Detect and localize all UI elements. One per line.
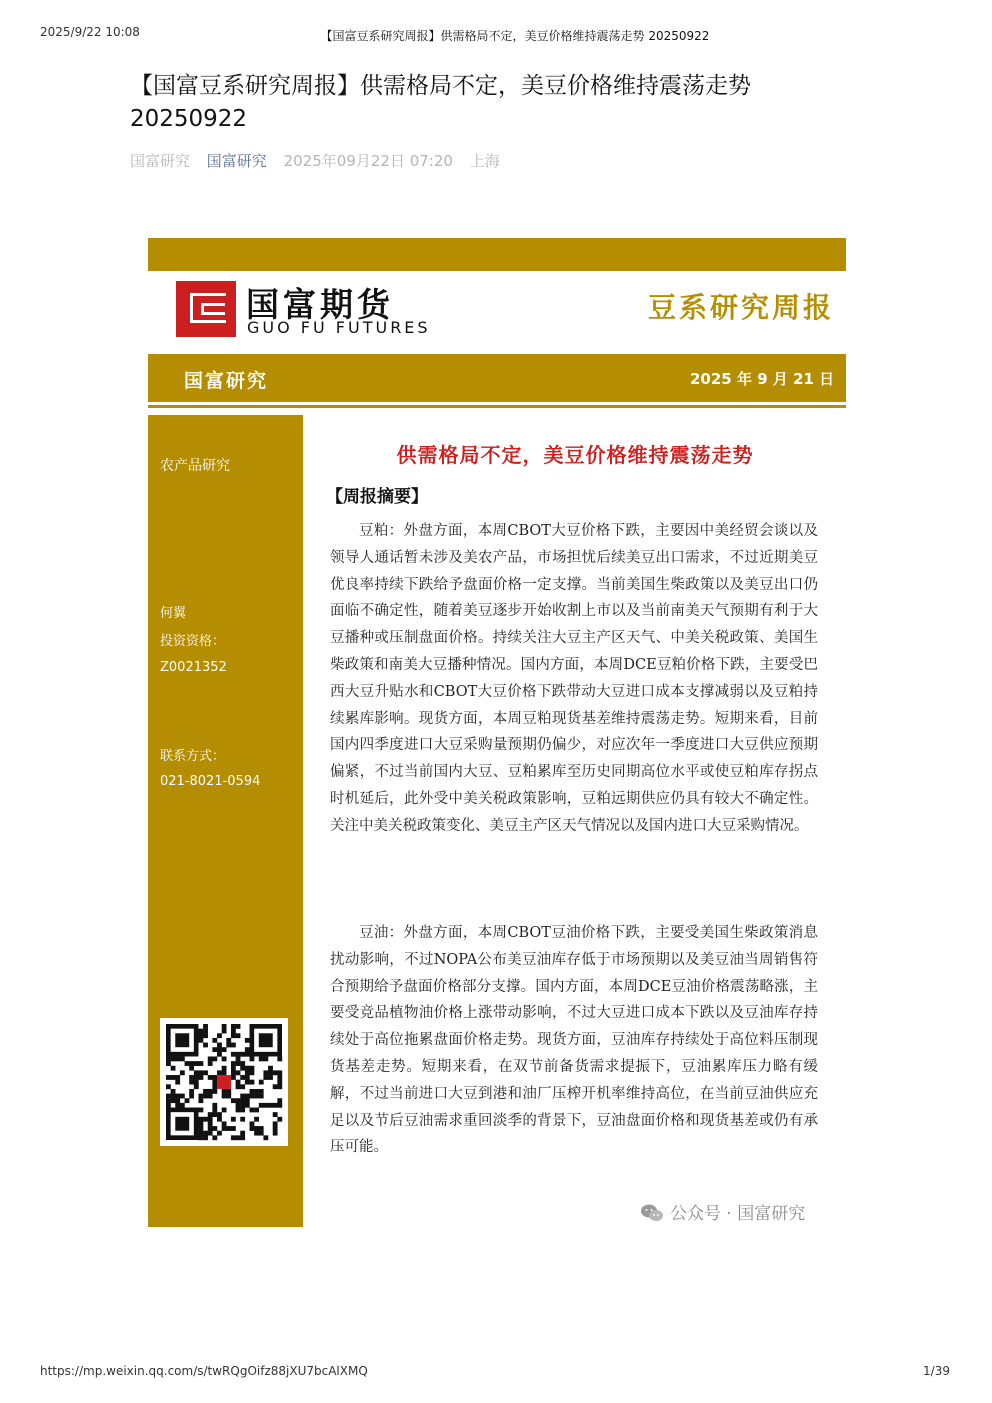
publish-datetime: 2025年09月22日 07:20 xyxy=(283,152,453,170)
print-datetime: 2025/9/22 10:08 xyxy=(40,25,140,39)
qr-code-icon xyxy=(160,1018,288,1146)
report-headline: 供需格局不定，美豆价格维持震荡走势 xyxy=(396,443,754,467)
report-type: 豆系研究周报 xyxy=(648,291,835,324)
qualification-label: 投资资格： xyxy=(160,634,226,649)
paragraph-soymeal: 豆粕：外盘方面，本周CBOT大豆价格下跌，主要因中美经贸会谈以及领导人通话暂未涉及美农产品，市场担忧后续美豆出口需求，不过近期美豆优良率持续下跌给予盘面价格一定支撑。当前美国生柴政策以及美豆出口仍面临不确定性，随着美豆逐步开始收割上市以及当前南美天气预期有利于大豆播种或压制盘面价格。持续关注大豆主产区天气、中美关税政策、美国生柴政策和南美大豆播种情况。国内方面，本周DCE豆粕价格下跌，主要受巴西大豆升贴水和CBOT大豆价格下跌带动大豆进口成本支撑减弱以及豆粕持续累库影响。现货方面，本周豆粕现货基差维持震荡走势。短期来看，目前国内四季度进口大豆采购量预期仍偏少，对应次年一季度进口大豆供应预期偏紧，不过当前国内大豆、豆粕累库至历史同期高位水平或使豆粕库存拐点时机延后，此外受中美关税政策影响，豆粕远期供应仍具有较大不确定性。关注中美关税政策变化、美豆主产区天气情况以及国内进口大豆采购情况。 xyxy=(330,523,818,834)
article-meta xyxy=(130,150,512,171)
divider xyxy=(148,405,846,408)
logo-mark-inner xyxy=(201,303,225,315)
print-url: https://mp.weixin.qq.com/s/twRQgOifz88jXU7bcAlXMQ xyxy=(40,1364,368,1378)
account-link[interactable]: 国富研究 xyxy=(206,152,267,170)
analyst-name: 何翼 xyxy=(160,606,187,621)
publish-location: 上海 xyxy=(469,152,500,170)
report-date: 2025 年 9 月 21 日 xyxy=(690,370,835,388)
qualification-code: Z0021352 xyxy=(160,660,227,675)
contact-label: 联系方式： xyxy=(160,749,226,764)
logo-name-en: GUO FU FUTURES xyxy=(247,318,431,337)
article-title: 【国富豆系研究周报】供需格局不定，美豆价格维持震荡走势20250922 xyxy=(130,73,751,132)
watermark-text: 公众号 · 国富研究 xyxy=(670,1204,806,1224)
wechat-icon xyxy=(640,1203,664,1223)
doc-top-bar xyxy=(148,238,846,271)
article-author: 国富研究 xyxy=(130,152,191,170)
sidebar-category: 农产品研究 xyxy=(160,458,230,474)
wechat-watermark xyxy=(640,1199,805,1224)
contact-phone: 021-8021-0594 xyxy=(160,774,261,789)
band-label: 国富研究 xyxy=(184,370,269,392)
logo-name-cn: 国富期货 xyxy=(246,285,394,324)
summary-heading: 【周报摘要】 xyxy=(326,487,428,507)
print-page-number: 1/39 xyxy=(923,1364,950,1378)
print-header-title: 【国富豆系研究周报】供需格局不定，美豆价格维持震荡走势 20250922 xyxy=(320,29,710,43)
paragraph-soyoil: 豆油：外盘方面，本周CBOT豆油价格下跌，主要受美国生柴政策消息扰动影响，不过NOPA公布美豆油库存低于市场预期以及美豆油当周销售符合预期给予盘面价格部分支撑。国内方面，本周DCE豆油价格震荡略涨，主要受竞品植物油价格上涨带动影响，不过大豆进口成本下跌以及豆油库存持续处于高位拖累盘面价格走势。现货方面，豆油库存持续处于高位料压制现货基差走势。短期来看，在双节前备货需求提振下，豆油累库压力略有缓解，不过当前进口大豆到港和油厂压榨开机率维持高位，在当前豆油供应充足以及节后豆油需求重回淡季的背景下，豆油盘面价格和现货基差或仍有承压可能。 xyxy=(330,925,818,1156)
